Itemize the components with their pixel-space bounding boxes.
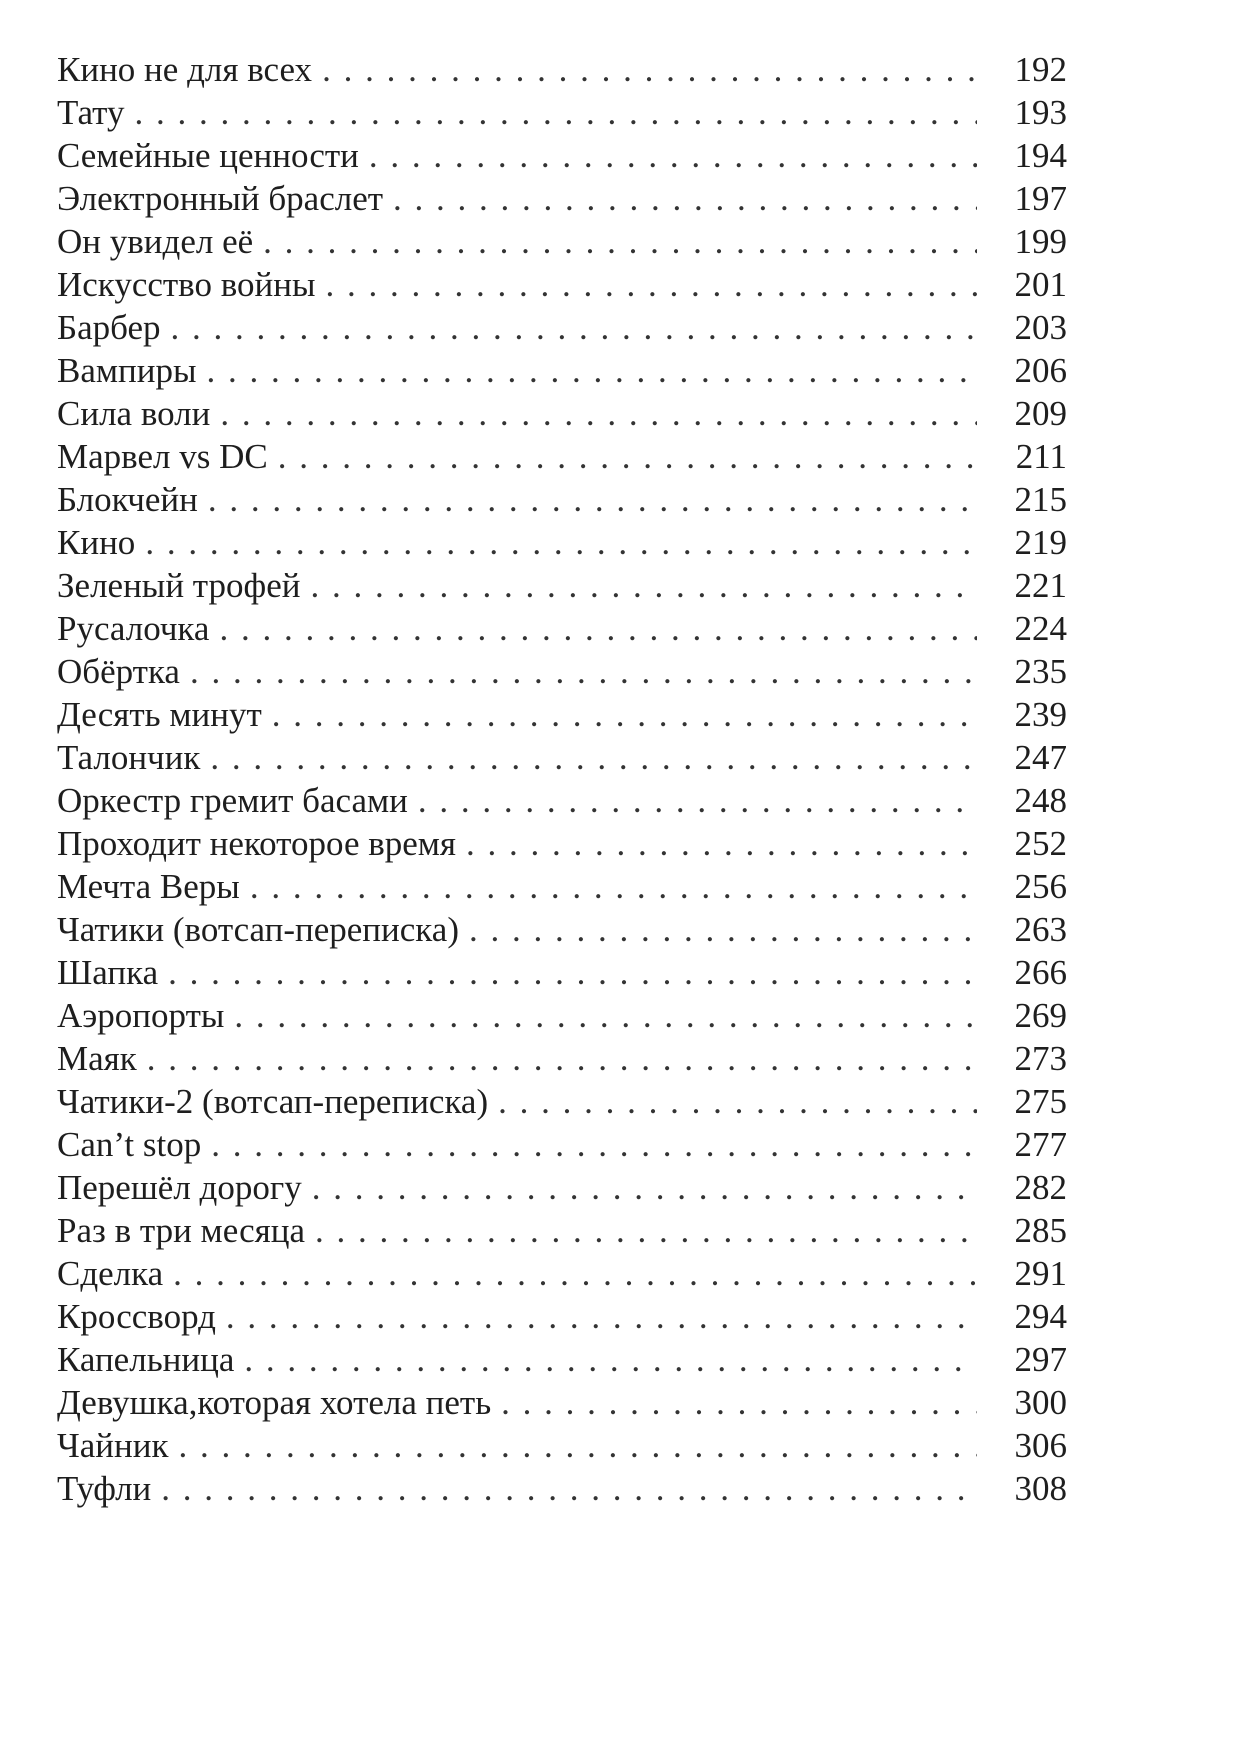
toc-entry-title: Талончик [57,738,201,777]
dot-leader [315,1209,977,1252]
toc-entry [57,1381,1107,1424]
toc-entry-title: Девушка,которая хотела петь [57,1383,492,1422]
toc-entry [57,994,1107,1037]
toc-entry-page-number: 219 [1014,523,1067,562]
dot-leader [161,1467,977,1510]
toc-entry-page-number: 263 [1014,910,1067,949]
toc-entry [57,1252,1107,1295]
toc-entry-page-number: 221 [1014,566,1067,605]
toc-entry-title: Вампиры [57,351,197,390]
toc-entry-title: Тату [57,93,125,132]
dot-leader [145,521,977,564]
toc-entry-page-number: 282 [1014,1168,1067,1207]
toc-entry [57,822,1107,865]
toc-entry [57,1080,1107,1123]
toc-entry-page-number: 209 [1014,394,1067,433]
toc-entry [57,220,1107,263]
toc-entry [57,478,1107,521]
toc-entry [57,48,1107,91]
toc-entry-title: Десять минут [57,695,262,734]
dot-leader [272,693,977,736]
dot-leader [234,994,977,1037]
toc-entry-page-number: 201 [1014,265,1067,304]
toc-entry-title: Он увидел её [57,222,254,261]
toc-entry-title: Искусство войны [57,265,316,304]
toc-entry-title: Семейные ценности [57,136,359,175]
toc-entry-page-number: 273 [1014,1039,1067,1078]
dot-leader [220,392,977,435]
toc-entry [57,349,1107,392]
toc-entry-page-number: 297 [1014,1340,1067,1379]
toc-entry-page-number: 308 [1014,1469,1067,1508]
dot-leader [173,1252,977,1295]
toc-entry-title: Чайник [57,1426,169,1465]
toc-entry-page-number: 248 [1014,781,1067,820]
toc-entry [57,91,1107,134]
toc-entry-title: Электронный браслет [57,179,384,218]
dot-leader [210,736,977,779]
toc-entry-title: Кроссворд [57,1297,216,1336]
toc-entry [57,1123,1107,1166]
toc-entry-title: Проходит некоторое время [57,824,457,863]
toc-entry [57,607,1107,650]
toc-entry [57,177,1107,220]
toc-entry [57,951,1107,994]
toc-entry-page-number: 197 [1014,179,1067,218]
toc-entry-page-number: 199 [1014,222,1067,261]
toc-entry-page-number: 192 [1014,50,1067,89]
dot-leader [393,177,977,220]
toc-entry-title: Перешёл дорогу [57,1168,302,1207]
dot-leader [178,1424,977,1467]
toc-entry-page-number: 215 [1014,480,1067,519]
toc-entry [57,1338,1107,1381]
dot-leader [134,91,977,134]
toc-entry-title: Оркестр гремит басами [57,781,408,820]
toc-entry [57,1209,1107,1252]
dot-leader [466,822,977,865]
toc-entry [57,693,1107,736]
toc-entry-page-number: 266 [1014,953,1067,992]
dot-leader [226,1295,977,1338]
toc-entry-title: Раз в три месяца [57,1211,306,1250]
dot-leader [219,607,977,650]
dot-leader [208,478,977,521]
toc-entry-page-number: 300 [1014,1383,1067,1422]
toc-entry [57,134,1107,177]
toc-entry-title: Чатики (вотсап-переписка) [57,910,459,949]
toc-entry [57,650,1107,693]
dot-leader [369,134,977,177]
toc-entry [57,736,1107,779]
toc-entry [57,1295,1107,1338]
dot-leader [498,1080,977,1123]
toc-entry-title: Барбер [57,308,161,347]
toc-entry [57,1424,1107,1467]
toc-entry-page-number: 291 [1014,1254,1067,1293]
toc-entry [57,435,1107,478]
toc-entry-title: Шапка [57,953,159,992]
toc-entry-page-number: 275 [1014,1082,1067,1121]
toc-entry-page-number: 211 [1015,437,1067,476]
toc-entry-page-number: 193 [1014,93,1067,132]
dot-leader [263,220,977,263]
toc-entry-page-number: 306 [1014,1426,1067,1465]
toc-entry-page-number: 206 [1014,351,1067,390]
toc-entry-page-number: 294 [1014,1297,1067,1336]
dot-leader [325,263,977,306]
toc-entry-page-number: 203 [1014,308,1067,347]
toc-entry-page-number: 256 [1014,867,1067,906]
toc-entry-page-number: 239 [1014,695,1067,734]
toc-entry [57,1166,1107,1209]
toc-entry-page-number: 252 [1014,824,1067,863]
dot-leader [278,435,977,478]
toc-entry-title: Сделка [57,1254,164,1293]
toc-entry-title: Русалочка [57,609,210,648]
toc-entry-title: Кино [57,523,136,562]
toc-entry [57,564,1107,607]
toc-entry-title: Маяк [57,1039,137,1078]
toc-entry [57,263,1107,306]
dot-leader [207,349,977,392]
toc-entry-title: Обёртка [57,652,180,691]
toc-entry-page-number: 277 [1014,1125,1067,1164]
toc-entry-title: Чатики-2 (вотсап-переписка) [57,1082,489,1121]
toc-entry-page-number: 269 [1014,996,1067,1035]
dot-leader [190,650,977,693]
toc-entry-title: Блокчейн [57,480,198,519]
toc-entry-title: Туфли [57,1469,152,1508]
dot-leader [244,1338,977,1381]
toc-entry-page-number: 235 [1014,652,1067,691]
toc-entry [57,1037,1107,1080]
toc-entry-page-number: 224 [1014,609,1067,648]
dot-leader [211,1123,977,1166]
toc-entry [57,865,1107,908]
toc-entry-page-number: 247 [1014,738,1067,777]
dot-leader [147,1037,977,1080]
toc-entry [57,1467,1107,1510]
dot-leader [310,564,977,607]
dot-leader [469,908,977,951]
dot-leader [250,865,977,908]
toc-entry [57,779,1107,822]
toc-entry-page-number: 194 [1014,136,1067,175]
toc-entry-title: Аэропорты [57,996,225,1035]
toc-entry-title: Мечта Веры [57,867,240,906]
toc-entry [57,521,1107,564]
dot-leader [501,1381,977,1424]
dot-leader [322,48,977,91]
toc-entry-title: Марвел vs DC [57,437,268,476]
toc-entry-title: Зеленый трофей [57,566,301,605]
toc-entry-title: Кино не для всех [57,50,313,89]
toc-entry [57,908,1107,951]
dot-leader [171,306,977,349]
dot-leader [312,1166,977,1209]
toc-entry-title: Сила воли [57,394,211,433]
toc-entry-title: Капельница [57,1340,235,1379]
table-of-contents [57,48,1107,1510]
toc-entry-page-number: 285 [1014,1211,1067,1250]
dot-leader [418,779,977,822]
toc-entry [57,392,1107,435]
toc-entry [57,306,1107,349]
toc-entry-title: Can’t stop [57,1125,202,1164]
dot-leader [168,951,977,994]
